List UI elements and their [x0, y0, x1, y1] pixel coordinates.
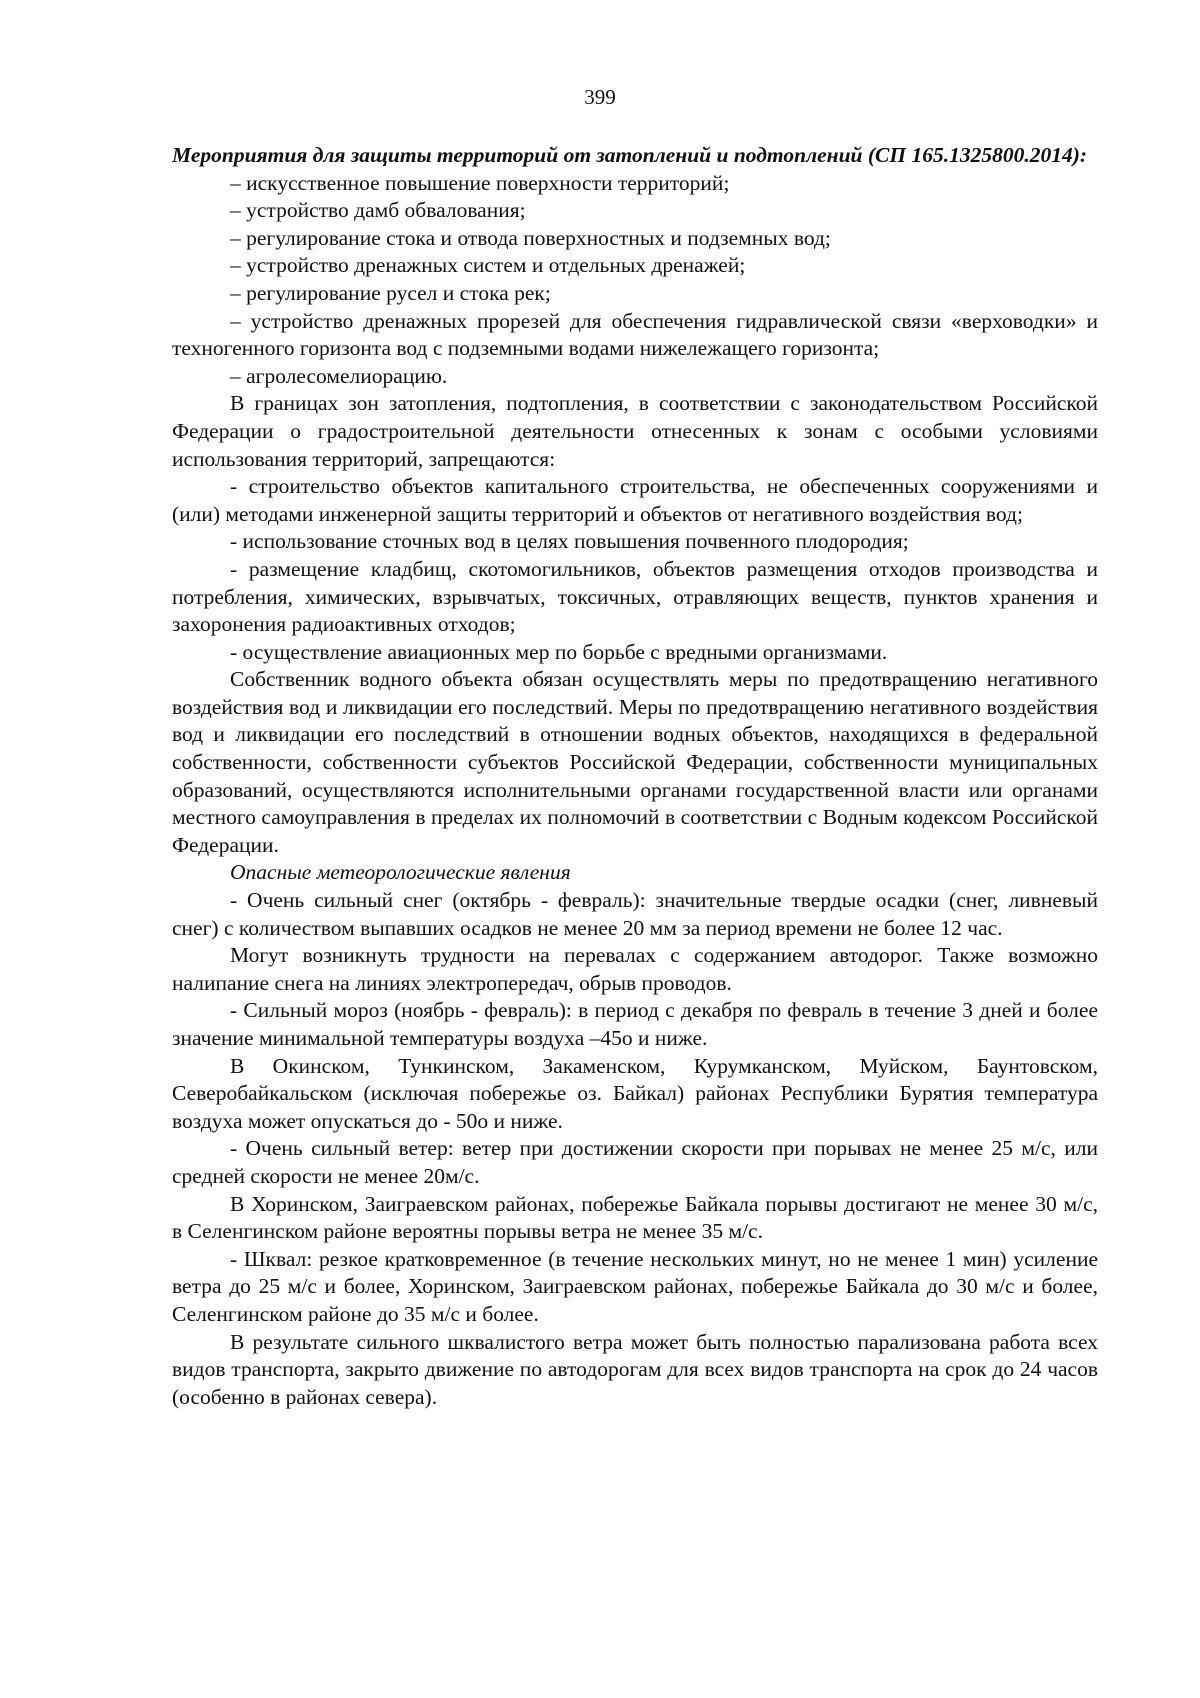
- owner-paragraph: Собственник водного объекта обязан осуществлять меры по предотвращению негативного воздействия вод и ликвидации его последствий. Меры по предотвращению негативного воздействия вод и ликвидации его последствий в отношении водных объектов, находящихся в федеральной собственности, собственности субъектов Российской Федерации, собственности муниципальных образований, осуществляются исполнительными органами государственной власти или органами местного самоуправления в пределах их полномочий в соответствии с Водным кодексом Российской Федерации.: [172, 667, 1098, 857]
- paragraph: В Хоринском, Заиграевском районах, побережье Байкала порывы достигают не менее 30 м/с, в Селенгинском районе вероятны порывы ветра не менее 35 м/с.: [172, 1191, 1098, 1244]
- list-item: – регулирование русел и стока рек;: [230, 280, 551, 305]
- document-body: [172, 142, 1098, 1411]
- paragraph: - Очень сильный ветер: ветер при достижении скорости при порывах не менее 25 м/с, или средней скорости не менее 20м/с.: [172, 1136, 1098, 1188]
- list-item: - использование сточных вод в целях повышения почвенного плодородия;: [230, 529, 909, 554]
- prohibitions-list: [172, 473, 1098, 666]
- meteo-subheading: Опасные метеорологические явления: [230, 860, 571, 885]
- list-item: – устройство дренажных систем и отдельных дренажей;: [230, 253, 746, 278]
- list-item: – устройство дренажных прорезей для обеспечения гидравлической связи «верховодки» и техногенного горизонта вод с подземными водами нижележащего горизонта;: [172, 308, 1098, 361]
- page-number: 399: [584, 85, 616, 109]
- paragraph: - Шквал: резкое кратковременное (в течение нескольких минут, но не менее 1 мин) усиление ветра до 25 м/с и более, Хоринском, Заиграевском районах, побережье Байкала до 30 м/с и более, Селенгинском районе до 35 м/с и более.: [172, 1246, 1098, 1326]
- list-item: – устройство дамб обвалования;: [230, 198, 526, 223]
- paragraph: В Окинском, Тункинском, Закаменском, Курумканском, Муйском, Баунтовском, Северобайкальском (исключая побережье оз. Байкал) районах Республики Бурятия температура воздуха может опускаться до - 50о и ниже.: [172, 1053, 1098, 1133]
- prohibition-intro: В границах зон затопления, подтопления, в соответствии с законодательством Российской Федерации о градостроительной деятельности отнесенных к зонам с особыми условиями использования территорий, запрещаются:: [172, 391, 1098, 471]
- paragraph: В результате сильного шквалистого ветра может быть полностью парализована работа всех видов транспорта, закрыто движение по автодорогам для всех видов транспорта на срок до 24 часов (особенно в районах севера).: [172, 1329, 1098, 1409]
- list-item: - осуществление авиационных мер по борьбе с вредными организмами.: [230, 639, 888, 664]
- paragraph: - Очень сильный снег (октябрь - февраль): значительные твердые осадки (снег, ливневый снег) с количеством выпавших осадков не менее 20 мм за период времени не более 12 час.: [172, 888, 1098, 940]
- meteo-section: [172, 887, 1098, 1411]
- list-item: – искусственное повышение поверхности территорий;: [230, 170, 730, 195]
- measures-list: [172, 170, 1098, 391]
- list-item: – регулирование стока и отвода поверхностных и подземных вод;: [230, 225, 831, 250]
- paragraph: Могут возникнуть трудности на перевалах с содержанием автодорог. Также возможно налипание снега на линиях электропередач, обрыв проводов.: [172, 943, 1098, 995]
- paragraph: - Сильный мороз (ноябрь - февраль): в период с декабря по февраль в течение 3 дней и более значение минимальной температуры воздуха –45о и ниже.: [172, 998, 1098, 1050]
- list-item: - размещение кладбищ, скотомогильников, объектов размещения отходов производства и потребления, химических, взрывчатых, токсичных, отравляющих веществ, пунктов хранения и захоронения радиоактивных отходов;: [172, 556, 1098, 637]
- section-heading: Мероприятия для защиты территорий от затоплений и подтоплений (СП 165.1325800.2014):: [172, 143, 1088, 167]
- list-item: – агролесомелиорацию.: [230, 363, 448, 388]
- list-item: - строительство объектов капитального строительства, не обеспеченных сооружениями и (или) методами инженерной защиты территорий и объектов от негативного воздействия вод;: [172, 474, 1098, 526]
